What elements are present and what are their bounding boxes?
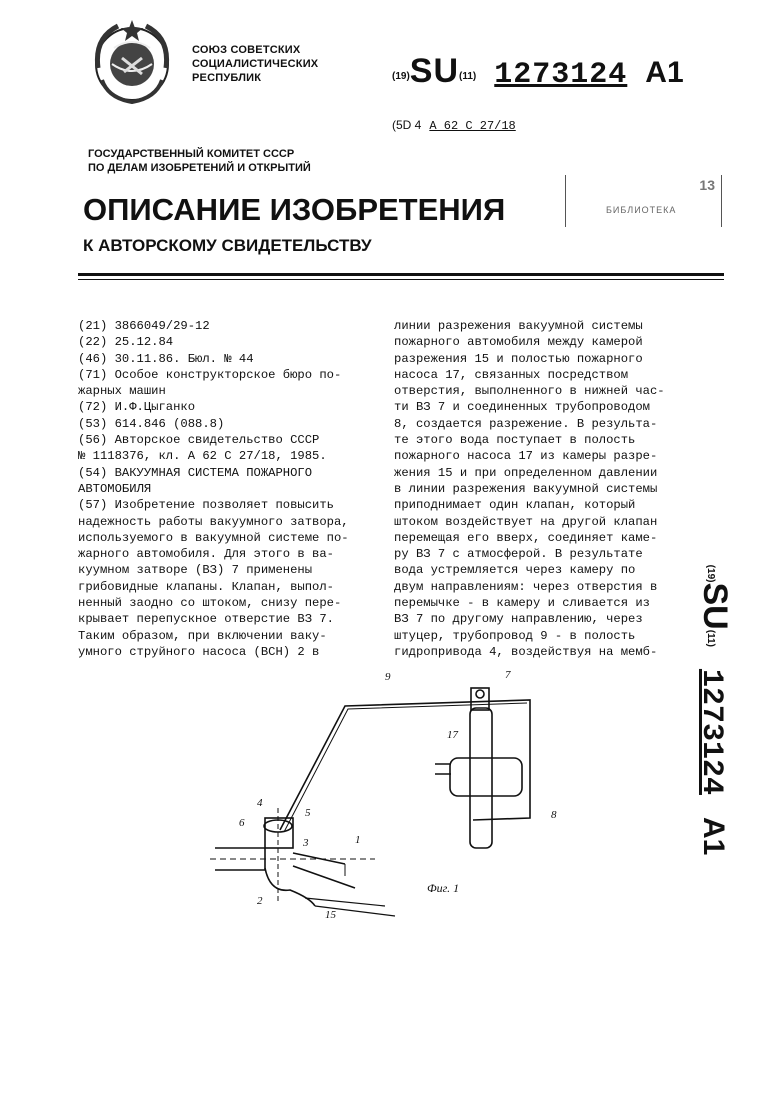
patent-number-block [392,52,684,92]
label-5: 5 [305,807,311,819]
side-patent-number [688,545,740,875]
text-line: отверстия, выполненного в нижней час- [394,384,665,399]
committee-line: ГОСУДАРСТВЕННЫЙ КОМИТЕТ СССР [88,148,295,160]
label-3: 3 [303,837,309,849]
text-line: линии разрежения вакуумной системы [394,319,643,333]
text-line: штоком воздействует на другой клапан [394,514,658,529]
text-line: перемычке - в камеру и сливается из [394,596,650,611]
text-line: в линии разрежения вакуумной системы [394,481,658,496]
text-line: используемого в вакуумной системе по- [78,530,349,545]
ejector-pump-2 [215,848,355,888]
text-line: (54) ВАКУУМНАЯ СИСТЕМА ПОЖАРНОГО [78,465,313,480]
technical-drawing [205,668,625,928]
label-4: 4 [257,797,263,809]
text-line: перемещая его вверх, соединяет каме- [394,530,658,545]
left-column [78,318,349,660]
text-line: куумном затворе (ВЗ) 7 применены [78,563,313,578]
committee-name [88,147,311,175]
code-19: (19) [392,71,410,82]
ipc-classification [392,118,516,133]
side-country-code: SU [696,582,734,630]
text-line: ВЗ 7 по другому направлению, через [394,612,643,627]
text-line: (71) Особое конструкторское бюро по- [78,367,342,382]
title-rule-thin [78,279,724,280]
text-line: ти ВЗ 7 и соединенных трубопроводом [394,400,650,415]
text-line: (57) Изобретение позволяет повысить [78,498,334,513]
code-11: (11) [459,71,477,82]
side-patent-number-text: 1273124 [694,668,728,795]
pump-17 [470,708,492,848]
country-code: SU [409,52,460,90]
stamp-mark: 13 [699,177,715,193]
text-line: (21) 3866049/29-12 [78,319,210,333]
state-line: СОЦИАЛИСТИЧЕСКИХ [192,58,319,70]
state-emblem-icon [88,18,176,106]
patent-kind: A1 [645,56,684,89]
text-line: насоса 17, связанных посредством [394,367,629,382]
state-line: СОЮЗ СОВЕТСКИХ [192,44,301,56]
text-line: (22) 25.12.84 [78,335,174,350]
text-line: штуцер, трубопровод 9 - в полость [394,628,636,643]
ipc-class: A 62 C 27/18 [429,119,516,133]
committee-line: ПО ДЕЛАМ ИЗОБРЕТЕНИЙ И ОТКРЫТИЙ [88,162,311,174]
text-line: пожарного автомобиля между камерой [394,335,643,350]
patent-number: 1273124 [494,58,628,92]
label-9: 9 [385,671,391,683]
text-line: грибовидные клапаны. Клапан, выпол- [78,579,334,594]
text-line: (56) Авторское свидетельство СССР [78,433,320,448]
document-subtitle: К АВТОРСКОМУ СВИДЕТЕЛЬСТВУ [83,236,372,255]
label-15: 15 [325,909,336,921]
text-line: те этого вода поступает в полость [394,433,636,448]
state-line: РЕСПУБЛИК [192,72,262,84]
text-line: крывает перепускное отверстие ВЗ 7. [78,612,334,627]
text-line: приподнимает один клапан, который [394,498,636,513]
figure-caption: Фиг. 1 [427,881,460,895]
text-line: Таким образом, при включении ваку- [78,628,327,643]
library-stamp [565,175,722,227]
label-17: 17 [447,729,458,741]
side-patent-kind: A1 [697,816,730,856]
text-line: ненный заодно со штоком, снизу пере- [78,596,342,611]
text-line: разрежения 15 и полостью пожарного [394,351,643,366]
label-6: 6 [239,817,245,829]
document-title: ОПИСАНИЕ ИЗОБРЕТЕНИЯ [83,192,506,227]
text-line: жарных машин [78,384,166,399]
state-name [192,43,318,85]
label-7: 7 [505,669,511,681]
text-line: двум направлениям: через отверстия в [394,579,658,594]
text-line: жения 15 и при определенном давлении [394,465,658,480]
side-code-11: (11) [705,629,716,647]
text-line: ру ВЗ 7 с атмосферой. В результате [394,547,643,562]
text-line: АВТОМОБИЛЯ [78,481,152,496]
right-column [394,318,665,660]
ipc-code: (5D 4 [392,118,422,132]
text-line: (53) 614.846 (088.8) [78,416,225,431]
label-2: 2 [257,895,263,907]
stamp-text: БИБЛИОТЕКА [606,205,677,215]
text-line: умного струйного насоса (ВСН) 2 в [78,644,320,659]
text-line: вода устремляется через камеру по [394,563,636,578]
text-line: № 1118376, кл. А 62 С 27/18, 1985. [78,449,327,464]
text-line: (46) 30.11.86. Бюл. № 44 [78,351,254,366]
title-rule [78,273,724,276]
side-code-19: (19) [705,564,716,583]
text-line: жарного автомобиля. Для этого в ва- [78,547,334,562]
text-line: (72) И.Ф.Цыганко [78,400,196,415]
label-1: 1 [355,834,361,846]
text-line: надежность работы вакуумного затвора, [78,514,349,529]
label-8: 8 [551,809,557,821]
text-line: пожарного насоса 17 из камеры разре- [394,449,658,464]
text-line: 8, создается разрежение. В результа- [394,416,658,431]
text-line: гидропривода 4, воздействуя на мемб- [394,644,658,659]
